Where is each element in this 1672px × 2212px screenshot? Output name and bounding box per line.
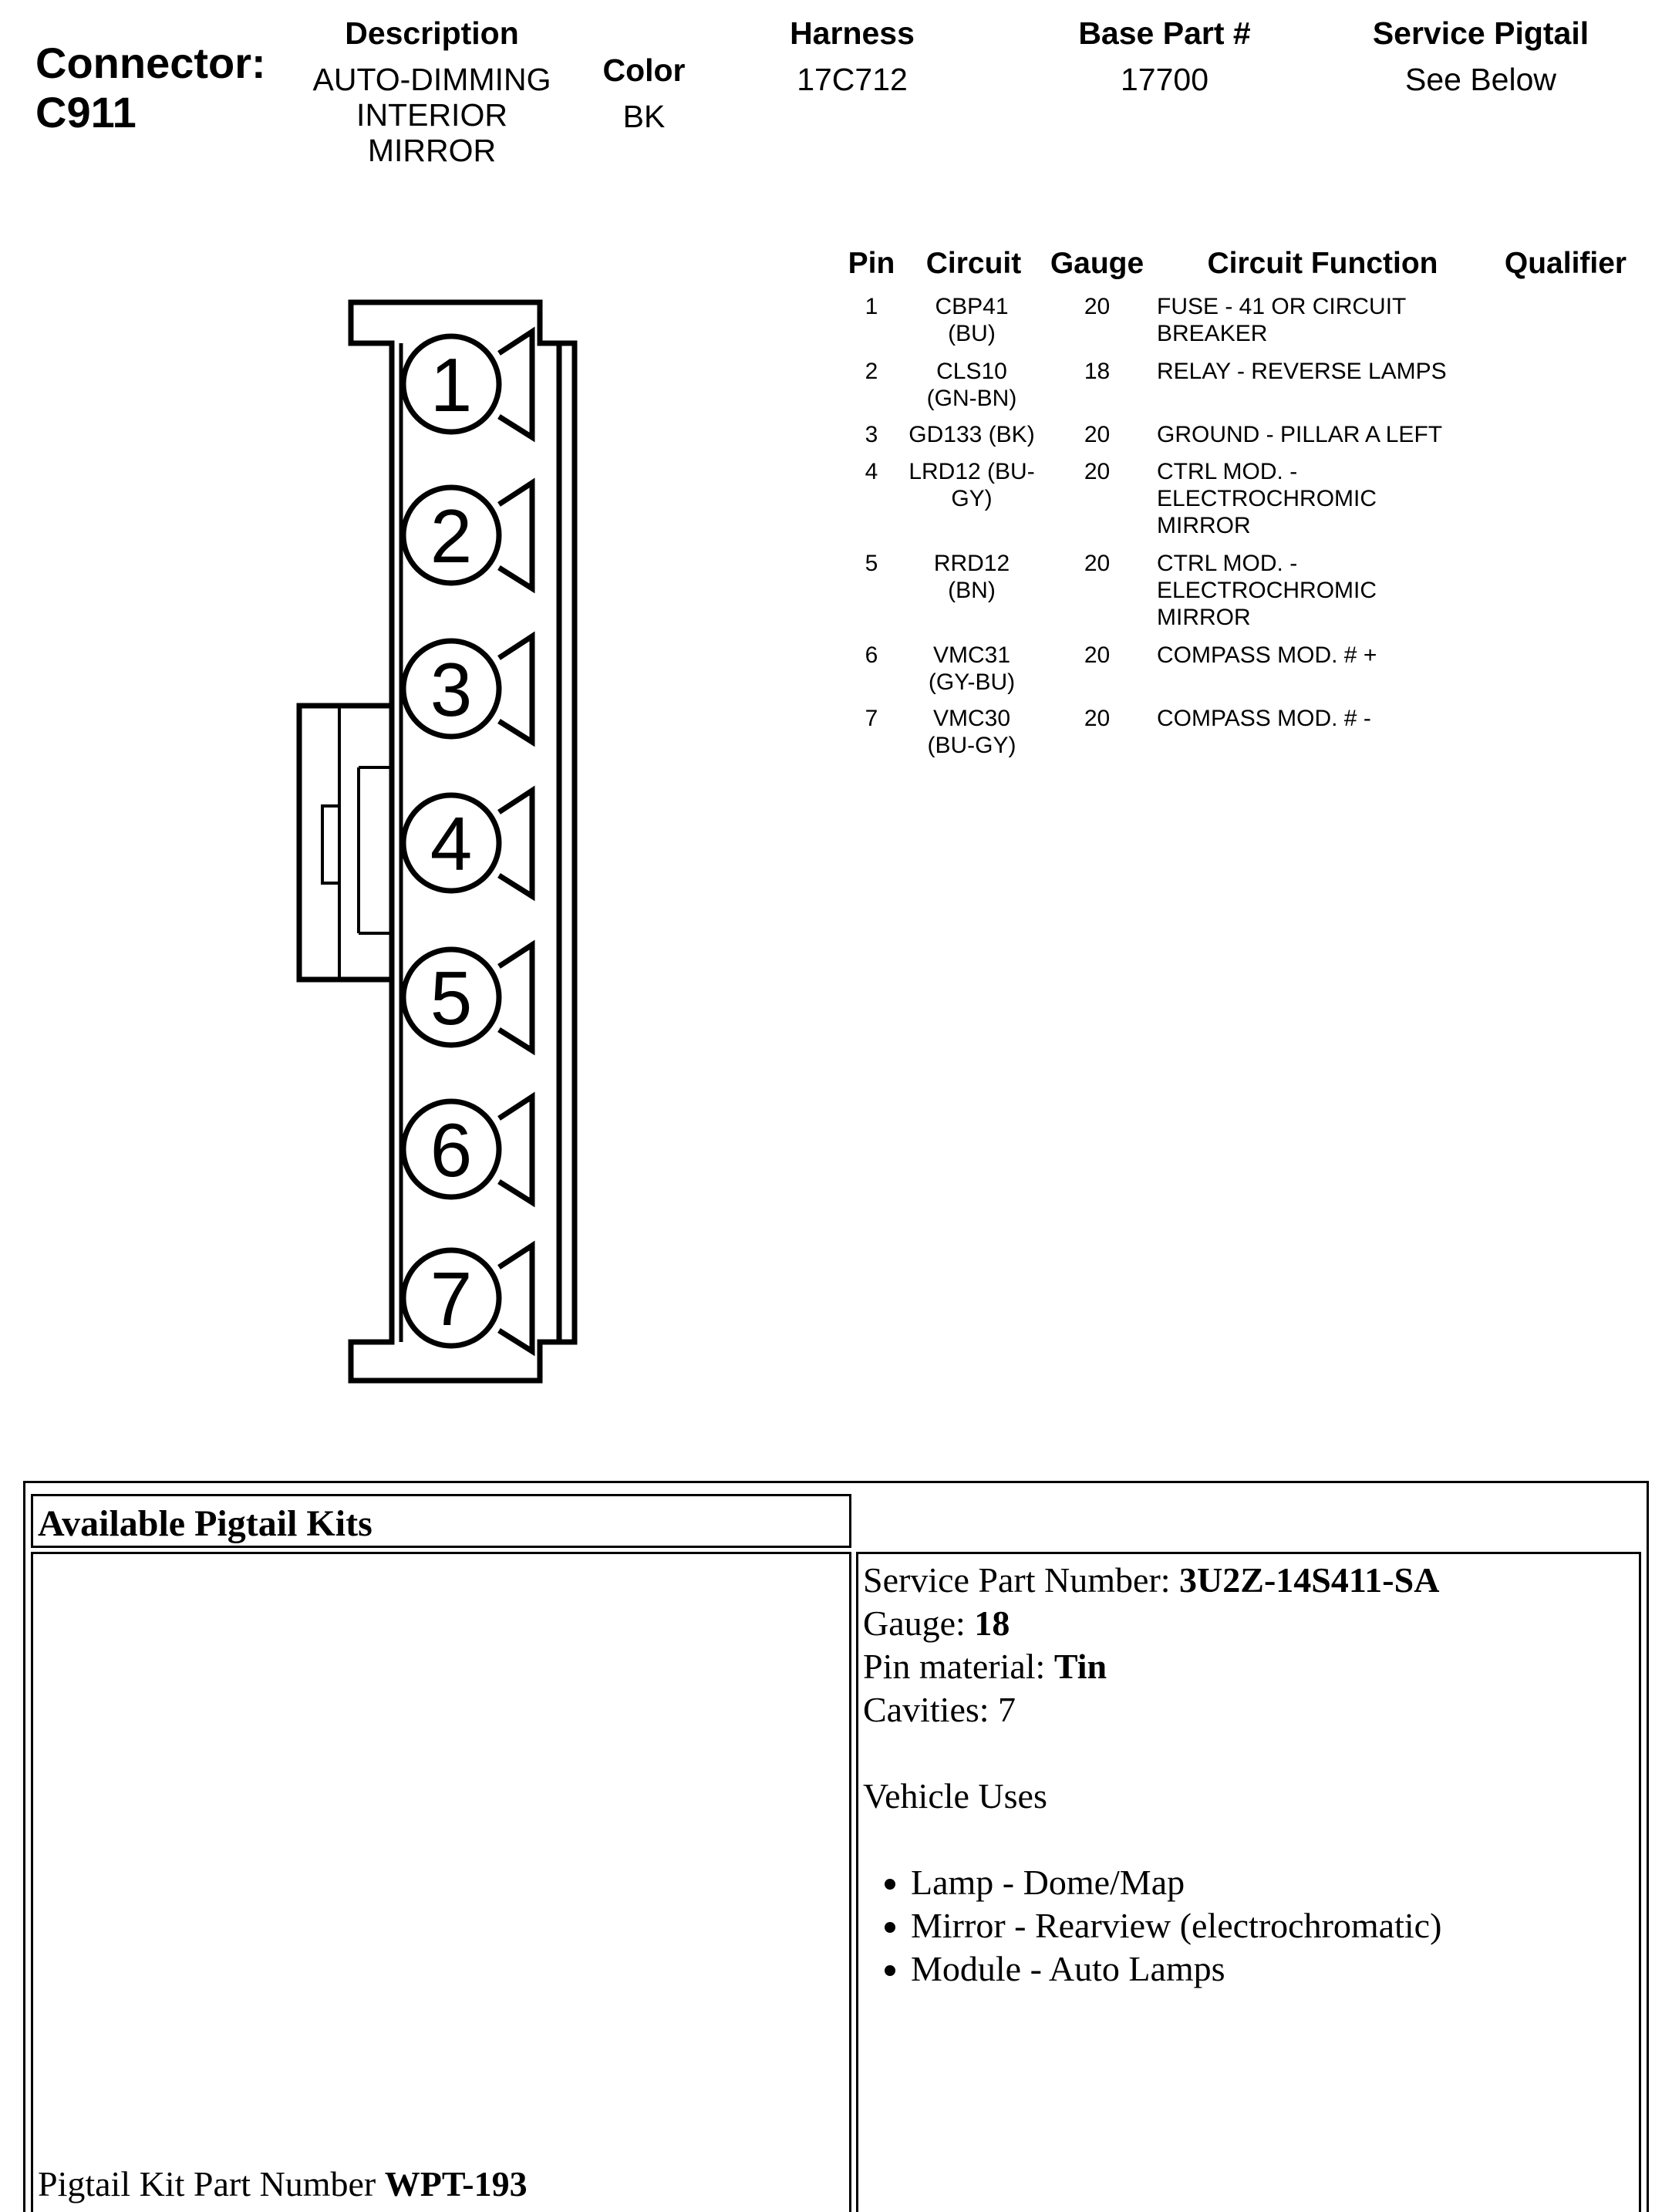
pigtail-kit-part: [38, 2163, 528, 2206]
service-part-number: 3U2Z-14S411-SA: [1179, 1560, 1440, 1600]
cell-pin: 5: [865, 551, 878, 576]
service-part-row: Service Part Number: 3U2Z-14S411-SA: [863, 1560, 1440, 1600]
base-part-label: Base Part #: [1078, 15, 1251, 51]
connector-id: C911: [35, 88, 137, 137]
list-item: • Mirror - Rearview (electrochromatic): [911, 1904, 1631, 1947]
cavities-row: Cavities: 7: [863, 1690, 1016, 1729]
pin-number-label: 4: [430, 801, 473, 886]
pigtail-section-title: Available Pigtail Kits: [38, 1503, 372, 1544]
cell-function: CTRL MOD. - ELECTROCHROMIC MIRROR: [1157, 551, 1377, 630]
pigtail-image-box: [31, 1552, 851, 2212]
cell-function: FUSE - 41 OR CIRCUIT BREAKER: [1157, 294, 1407, 346]
pigtail-title-box: [31, 1494, 851, 1548]
pigtail-details-box: [856, 1552, 1641, 2212]
cell-function: GROUND - PILLAR A LEFT: [1157, 422, 1443, 447]
cell-circuit: RRD12 (BN): [933, 551, 1010, 603]
pin-number-label: 7: [430, 1256, 473, 1341]
service-pigtail-label: Service Pigtail: [1372, 15, 1589, 51]
col-header-function: Circuit Function: [1207, 247, 1438, 280]
cell-circuit: CLS10 (GN-BN): [926, 359, 1017, 411]
cell-circuit: VMC31 (GY-BU): [928, 642, 1016, 695]
cell-gauge: 20: [1084, 422, 1111, 447]
color-label: Color: [602, 52, 686, 88]
description-label: Description: [345, 15, 519, 51]
cell-gauge: 20: [1084, 459, 1111, 484]
cell-gauge: 18: [1084, 359, 1111, 384]
cell-pin: 4: [865, 459, 878, 484]
cell-gauge: 20: [1084, 706, 1111, 731]
cell-function: COMPASS MOD. # +: [1157, 642, 1377, 668]
cell-pin: 1: [865, 294, 878, 319]
cell-function: CTRL MOD. - ELECTROCHROMIC MIRROR: [1157, 459, 1377, 538]
harness-label: Harness: [790, 15, 915, 51]
description-line: INTERIOR: [356, 97, 507, 133]
harness-value: 17C712: [797, 62, 908, 97]
cell-pin: 7: [865, 706, 878, 731]
gauge-row: Gauge: 18: [863, 1603, 1010, 1643]
cell-gauge: 20: [1084, 551, 1111, 576]
col-header-pin: Pin: [848, 247, 895, 280]
cell-function: COMPASS MOD. # -: [1157, 706, 1371, 731]
description-line: AUTO-DIMMING: [312, 62, 551, 97]
gauge-value: 18: [974, 1603, 1010, 1643]
cell-pin: 3: [865, 422, 878, 447]
pigtail-kit-number: WPT-193: [384, 2164, 528, 2204]
cell-circuit: CBP41 (BU): [935, 294, 1009, 346]
list-item: • Lamp - Dome/Map: [911, 1861, 1631, 1904]
description-line: MIRROR: [367, 133, 497, 168]
cell-function: RELAY - REVERSE LAMPS: [1157, 359, 1447, 384]
cell-circuit: LRD12 (BU- GY): [908, 459, 1035, 511]
cell-gauge: 20: [1084, 642, 1111, 668]
pin-number-label: 6: [430, 1108, 473, 1192]
pin-number-label: 2: [430, 494, 473, 578]
vehicle-uses-list: [863, 1861, 1631, 1991]
vehicle-uses-heading: Vehicle Uses: [863, 1776, 1047, 1816]
col-header-gauge: Gauge: [1050, 247, 1144, 280]
cell-gauge: 20: [1084, 294, 1111, 319]
service-pigtail-value: See Below: [1404, 62, 1556, 97]
pin-material-row: Pin material: Tin: [863, 1647, 1107, 1686]
pin-material-value: Tin: [1053, 1647, 1107, 1686]
cell-circuit: GD133 (BK): [908, 422, 1035, 447]
locking-tab: [299, 706, 392, 980]
color-value: BK: [622, 99, 666, 134]
cell-circuit: VMC30 (BU-GY): [927, 706, 1016, 758]
pigtail-details: [863, 1559, 1631, 1991]
pin-number-label: 5: [430, 956, 473, 1040]
pin-number-label: 1: [430, 342, 473, 427]
col-header-circuit: Circuit: [925, 247, 1022, 280]
pigtail-kit-label: Pigtail Kit Part Number: [38, 2164, 385, 2204]
col-header-qualifier: Qualifier: [1504, 247, 1627, 280]
cell-pin: 2: [865, 359, 878, 384]
cell-pin: 6: [865, 642, 878, 668]
base-part-value: 17700: [1120, 62, 1208, 97]
cavities-value: 7: [998, 1690, 1016, 1729]
pin-number-label: 3: [430, 647, 473, 732]
connector-label: Connector:: [35, 39, 266, 87]
list-item: • Module - Auto Lamps: [911, 1947, 1631, 1991]
